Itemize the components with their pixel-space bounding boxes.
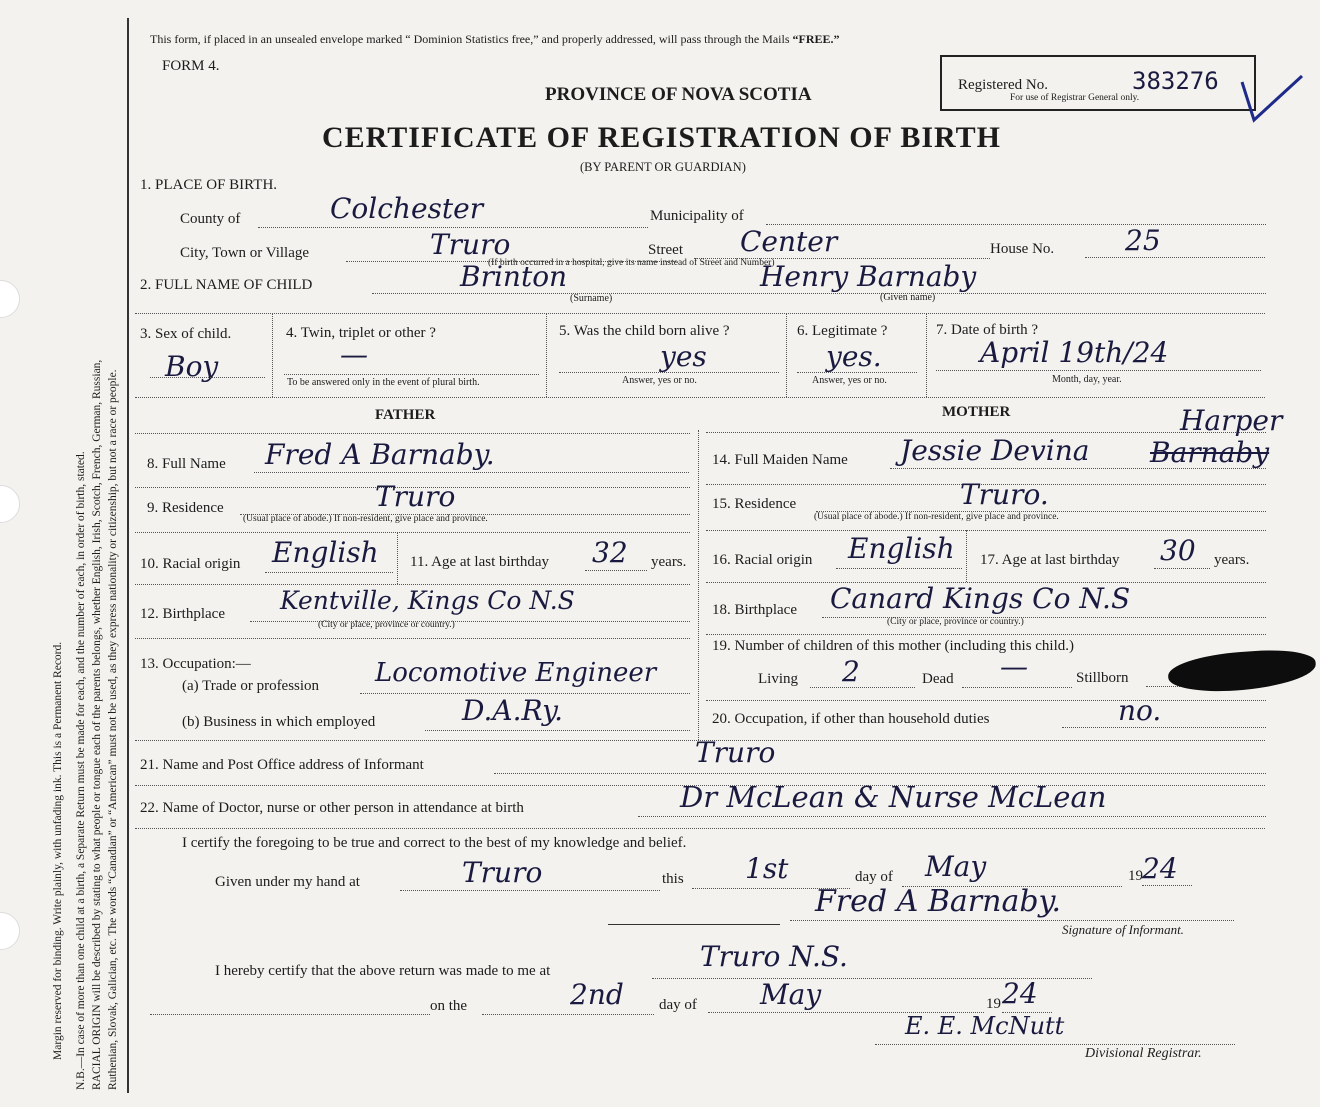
page-subtitle: (BY PARENT OR GUARDIAN) [580, 160, 746, 174]
sex-value: Boy [165, 350, 219, 383]
mother-name-label: 14. Full Maiden Name [712, 452, 848, 468]
form-number: FORM 4. [162, 58, 220, 74]
place-of-birth-label: 1. PLACE OF BIRTH. [140, 177, 278, 193]
mother-age-label: 17. Age at last birthday [980, 552, 1120, 568]
mother-racial-origin-label: 16. Racial origin [712, 552, 813, 568]
informant-signature: Fred A Barnaby. [815, 884, 1062, 919]
father-age: 32 [592, 536, 628, 569]
registrar-statement: I hereby certify that the above return was made to me at [215, 963, 551, 979]
mother-name: Jessie Devina [900, 434, 1090, 467]
trade-label: (a) Trade or profession [182, 678, 320, 694]
certify-year-prefix: 19 [1128, 868, 1143, 884]
certify-year: 24 [1142, 852, 1178, 885]
certify-this-label: this [662, 871, 684, 887]
children-count-label: 19. Number of children of this mother (including this child.) [712, 638, 1075, 654]
mother-occupation-label: 20. Occupation, if other than household duties [712, 711, 990, 727]
dead-value: — [1000, 650, 1028, 683]
date-of-birth-value: April 19th/24 [980, 336, 1169, 369]
father-birthplace: Kentville, Kings Co N.S [280, 586, 575, 615]
father-birthplace-note: (City or place, province or country.) [318, 620, 455, 630]
certify-month: May [925, 850, 987, 883]
city-value: Truro [430, 228, 511, 261]
informant-signature-caption: Signature of Informant. [1062, 922, 1184, 937]
registrar-year-prefix: 19 [986, 996, 1001, 1012]
margin-rule [127, 18, 129, 1093]
province-heading: PROVINCE OF NOVA SCOTIA [545, 84, 812, 105]
page-title: CERTIFICATE OF REGISTRATION OF BIRTH [322, 121, 1001, 154]
mother-heading: MOTHER [942, 404, 1011, 420]
registered-label: Registered No. [958, 77, 1048, 93]
father-name: Fred A Barnaby. [265, 438, 495, 471]
margin-note-4: Ruthenian, Slovak, Galician, etc. The words “Canadian” or “American” must not be used, as they express nationality or citizenship, but not a race or people. [107, 369, 119, 1090]
legitimate-value: yes. [826, 340, 882, 373]
mother-birthplace-label: 18. Birthplace [712, 602, 797, 618]
twin-label: 4. Twin, triplet or other ? [286, 325, 436, 341]
registrar-day-of-label: day of [659, 997, 697, 1013]
mother-age: 30 [1160, 534, 1196, 567]
father-residence-label: 9. Residence [147, 500, 224, 516]
registered-note: For use of Registrar General only. [1010, 93, 1140, 103]
given-name-caption: (Given name) [880, 292, 936, 303]
margin-note-2: N.B.—In case of more than one child at a birth, a Separate Return must be made for each, and the number of each, in order of birth, stated. [75, 451, 87, 1090]
informant-label: 21. Name and Post Office address of Informant [140, 757, 424, 773]
certify-day: 1st [745, 852, 789, 885]
mother-residence-note: (Usual place of abode.) If non-resident, give place and province. [814, 512, 1059, 522]
certify-place: Truro [462, 856, 543, 889]
father-racial-origin-label: 10. Racial origin [140, 556, 241, 572]
mother-residence: Truro. [960, 478, 1049, 511]
registrar-caption: Divisional Registrar. [1085, 1046, 1202, 1061]
surname-caption: (Surname) [570, 293, 613, 304]
legitimate-note: Answer, yes or no. [812, 375, 887, 386]
business-value: D.A.Ry. [462, 694, 564, 727]
city-label: City, Town or Village [180, 245, 310, 261]
legitimate-label: 6. Legitimate ? [797, 323, 888, 339]
mother-name-correction: Harper [1180, 404, 1283, 437]
county-label: County of [180, 211, 241, 227]
born-alive-value: yes [660, 340, 707, 373]
registrar-month: May [760, 978, 822, 1011]
father-residence-note: (Usual place of abode.) If non-resident, give place and province. [243, 514, 488, 524]
child-name-label: 2. FULL NAME OF CHILD [140, 277, 313, 293]
margin-note-1: Margin reserved for binding. Write plainly, with unfading ink. This is a Permanent Record. [52, 641, 64, 1060]
father-age-label: 11. Age at last birthday [410, 554, 549, 570]
date-of-birth-note: Month, day, year. [1052, 374, 1122, 385]
registrar-year: 24 [1002, 977, 1038, 1010]
registered-box [940, 55, 1256, 111]
twin-value: — [340, 338, 368, 371]
binding-margin [0, 0, 128, 1107]
street-value: Center [740, 225, 838, 258]
father-age-years: years. [651, 554, 687, 570]
mail-notice-text: This form, if placed in an unsealed envelope marked “ Dominion Statistics free,” and properly addressed, will pass through the Mails [150, 32, 790, 46]
mail-free: “FREE.” [792, 32, 840, 46]
business-label: (b) Business in which employed [182, 714, 376, 730]
registered-number: 383276 [1132, 67, 1219, 95]
sex-label: 3. Sex of child. [140, 326, 232, 342]
house-value: 25 [1125, 224, 1161, 257]
mail-notice [150, 32, 840, 47]
mother-racial-origin: English [848, 532, 955, 565]
born-alive-note: Answer, yes or no. [622, 375, 697, 386]
living-label: Living [758, 671, 798, 687]
certify-statement: I certify the foregoing to be true and correct to the best of my knowledge and belief. [182, 835, 687, 851]
check-mark-icon [1238, 72, 1308, 127]
registrar-day: 2nd [570, 978, 624, 1011]
mother-age-years: years. [1214, 552, 1250, 568]
child-surname: Brinton [460, 260, 568, 293]
living-value: 2 [842, 655, 860, 688]
father-heading: FATHER [375, 407, 436, 423]
hospital-note: (If birth occurred in a hospital, give its name instead of Street and Number) [488, 258, 775, 268]
county-value: Colchester [330, 192, 484, 225]
trade-value: Locomotive Engineer [375, 658, 657, 688]
stillborn-label: Stillborn [1076, 670, 1129, 686]
mother-name-struck: Barnaby [1150, 436, 1270, 469]
registrar-signature: E. E. McNutt [905, 1012, 1065, 1040]
municipality-label: Municipality of [650, 208, 744, 224]
certify-day-of-label: day of [855, 869, 893, 885]
doctor-label: 22. Name of Doctor, nurse or other person in attendance at birth [140, 800, 524, 816]
house-label: House No. [990, 241, 1055, 257]
father-racial-origin: English [272, 536, 379, 569]
father-birthplace-label: 12. Birthplace [140, 606, 225, 622]
father-name-label: 8. Full Name [147, 456, 226, 472]
father-residence: Truro [375, 480, 456, 513]
mother-residence-label: 15. Residence [712, 496, 797, 512]
mother-occupation: no. [1118, 694, 1162, 727]
occupation-label: 13. Occupation:— [140, 656, 251, 672]
margin-note-3: RACIAL ORIGIN will be described by stating to what people or tongue each of the parents belongs, whether English, Irish, Scotch, French, German, Russian, [91, 359, 103, 1090]
registrar-place: Truro N.S. [700, 940, 848, 973]
given-under-hand-label: Given under my hand at [215, 874, 360, 890]
ink-blot [1167, 647, 1317, 695]
born-alive-label: 5. Was the child born alive ? [559, 323, 730, 339]
registrar-on-label: on the [430, 998, 468, 1014]
twin-note: To be answered only in the event of plural birth. [287, 377, 480, 388]
dead-label: Dead [922, 671, 954, 687]
doctor-value: Dr McLean & Nurse McLean [680, 780, 1107, 814]
date-of-birth-label: 7. Date of birth ? [936, 322, 1039, 338]
street-label: Street [648, 242, 683, 258]
mother-birthplace: Canard Kings Co N.S [830, 582, 1131, 615]
mother-birthplace-note: (City or place, province or country.) [887, 617, 1024, 627]
informant-value: Truro [695, 736, 776, 769]
child-given-name: Henry Barnaby [760, 260, 977, 293]
